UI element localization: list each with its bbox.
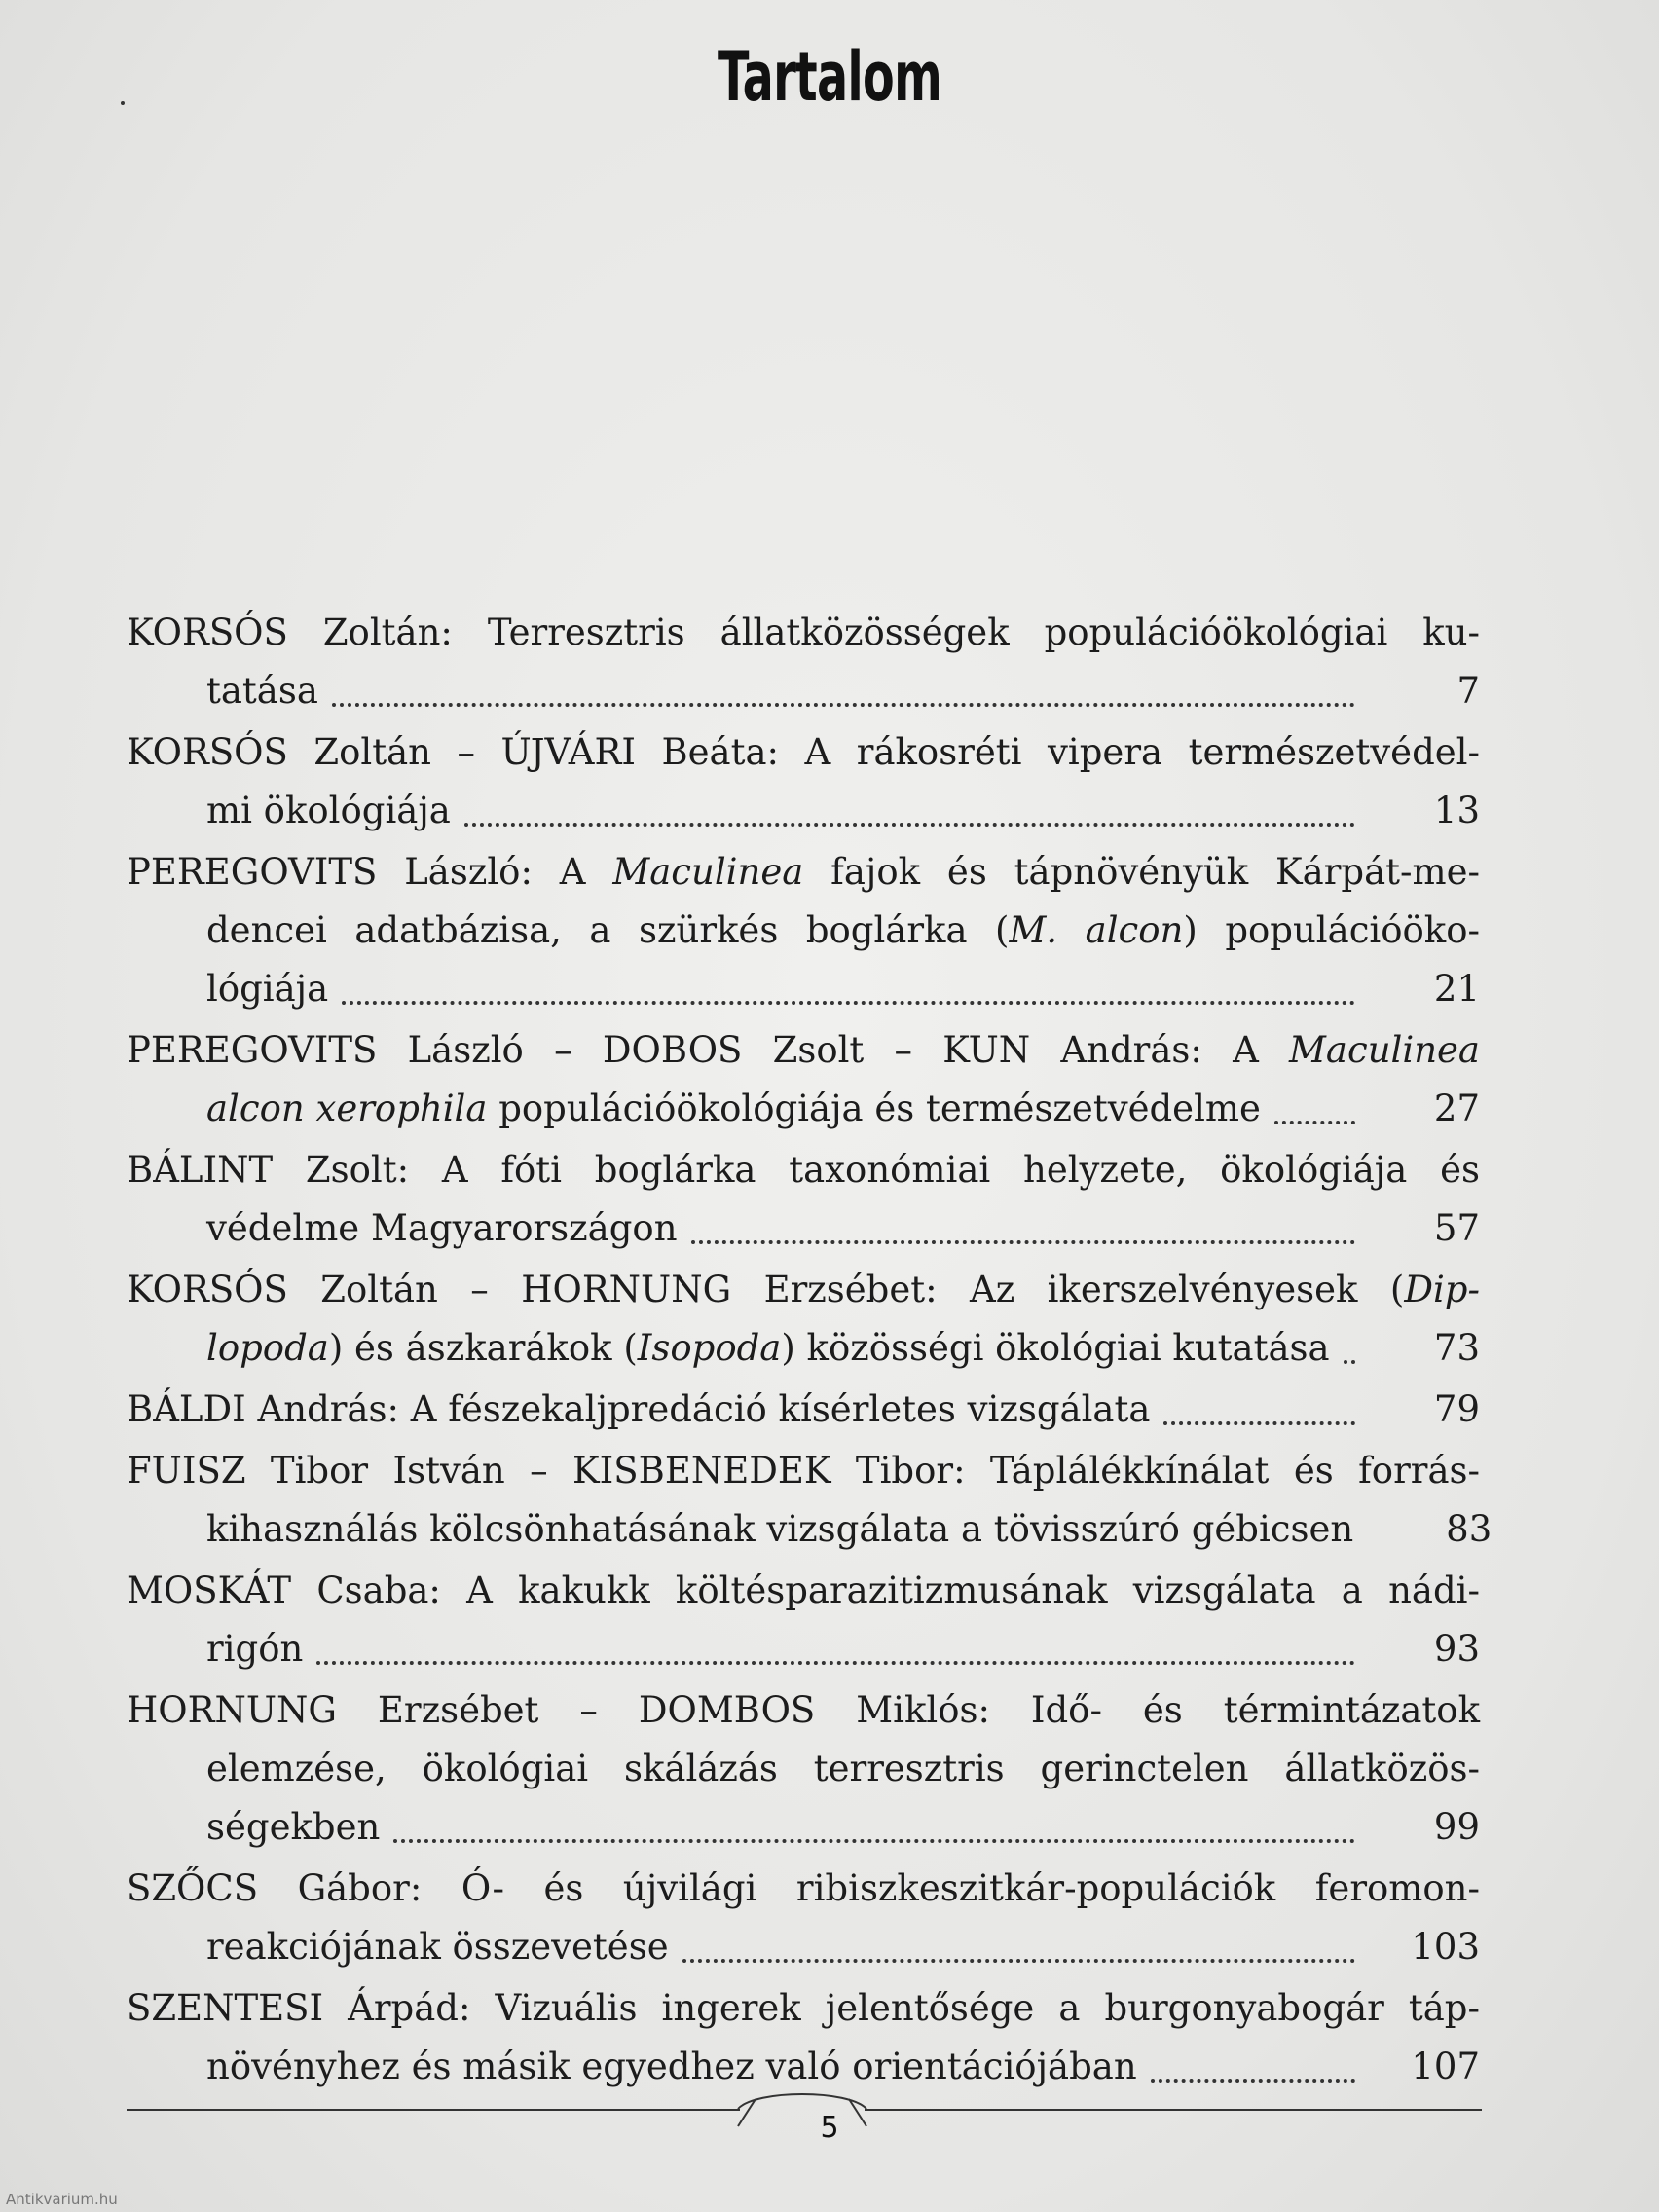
text-segment: PEREGOVITS László – DOBOS Zsolt – KUN András: A [127, 1029, 1290, 1071]
leader-dots [682, 1959, 1355, 1963]
leader-dots [1344, 1360, 1355, 1364]
text-segment: BÁLINT Zsolt: A fóti boglárka taxonómiai helyzete, ökológiája és [127, 1149, 1480, 1191]
toc-entry-line [127, 1021, 1480, 1080]
toc-page-number: 93 [1433, 1628, 1480, 1670]
toc-page-number: 83 [1446, 1508, 1493, 1550]
toc-entry [127, 1021, 1480, 1138]
toc-page-number: 79 [1433, 1388, 1480, 1430]
toc-entry [127, 1681, 1480, 1857]
toc-entry-text [127, 1562, 1480, 1620]
toc-entry [127, 843, 1480, 1018]
toc-entry-text [127, 1979, 1480, 2038]
text-segment: KORSÓS Zoltán – ÚJVÁRI Beáta: A rákosréti vipera természetvédel- [127, 731, 1480, 773]
text-segment: MOSKÁT Csaba: A kakukk költésparazitizmusának vizsgálata a nádi- [127, 1569, 1480, 1611]
leader-dots [1163, 1421, 1355, 1425]
toc-entry-text [127, 1261, 1480, 1319]
toc-entry-line [127, 604, 1480, 662]
toc-entry-line [127, 1860, 1480, 1918]
italic-taxon: M. alcon [1009, 909, 1184, 951]
text-segment: kihasználás kölcsönhatásának vizsgálata a tövisszúró gébicsen [206, 1508, 1354, 1550]
toc-entry [127, 604, 1480, 720]
toc-entry-line [127, 1918, 1480, 1976]
text-segment: BÁLDI András: A fészekaljpredáció kísérletes vizsgálata [127, 1388, 1151, 1430]
text-segment: KORSÓS Zoltán – HORNUNG Erzsébet: Az ikerszelvényesek ( [127, 1269, 1405, 1310]
toc-entry [127, 1381, 1480, 1439]
toc-entry [127, 1979, 1480, 2096]
toc-entry-line [127, 1740, 1480, 1798]
toc-entry-line [127, 782, 1480, 840]
toc-entry-line [127, 1080, 1480, 1138]
text-segment: elemzése, ökológiai skálázás terresztris gerinctelen állatközös- [206, 1748, 1480, 1789]
toc-entry-line [127, 1798, 1480, 1857]
toc-page-number: 27 [1433, 1088, 1480, 1129]
toc-entry-text [127, 1860, 1480, 1918]
toc-entry-line [127, 2038, 1480, 2096]
leader-dots [316, 1661, 1355, 1665]
toc-entry-line [127, 1141, 1480, 1199]
toc-entry-text [206, 1080, 1261, 1138]
italic-taxon: Isopoda [637, 1327, 782, 1369]
leader-dots [1274, 1121, 1355, 1124]
toc-entry-text [206, 1620, 303, 1678]
watermark-text: Antikvarium.hu [6, 2191, 118, 2208]
toc-entry [127, 1261, 1480, 1378]
toc-entry-line [127, 960, 1480, 1018]
toc-entry-line [127, 1500, 1493, 1559]
italic-taxon: alcon xerophila [206, 1088, 488, 1129]
toc-page-number: 21 [1433, 968, 1480, 1010]
toc-page-number: 73 [1433, 1327, 1480, 1369]
toc-entry-line [127, 1562, 1480, 1620]
toc-entry-line [127, 1199, 1480, 1258]
toc-page-number: 7 [1456, 670, 1480, 712]
page-title: Tartalom [718, 37, 941, 117]
toc-entry-line [127, 902, 1480, 960]
toc-entry-text [127, 843, 1480, 902]
margin-dot [121, 101, 125, 105]
text-segment: ) populációöko- [1183, 909, 1480, 951]
italic-taxon: Maculinea [1289, 1029, 1480, 1071]
toc-entry [127, 1442, 1493, 1559]
toc-entry-line [127, 1442, 1480, 1500]
toc-entry-line [127, 1681, 1480, 1740]
text-segment: reakciójának összevetése [206, 1926, 669, 1968]
toc-entry-line [127, 843, 1480, 902]
toc-entry [127, 1562, 1480, 1678]
text-segment: ) közösségi ökológiai kutatása [781, 1327, 1330, 1369]
text-segment: védelme Magyarországon [206, 1207, 678, 1249]
toc-entry-line [127, 1620, 1480, 1678]
page-number: 5 [820, 2111, 839, 2145]
text-segment: dencei adatbázisa, a szürkés boglárka ( [206, 909, 1010, 951]
text-segment: fajok és tápnövényük Kárpát-me- [803, 851, 1480, 893]
toc-entry-line [127, 1381, 1480, 1439]
toc-entry-text [206, 1319, 1330, 1378]
italic-taxon: Maculinea [612, 851, 804, 893]
toc-page-number: 99 [1433, 1806, 1480, 1848]
text-segment: PEREGOVITS László: A [127, 851, 613, 893]
text-segment: SZENTESI Árpád: Vizuális ingerek jelentősége a burgonyabogár táp- [127, 1987, 1480, 2029]
toc-entry-line [127, 1979, 1480, 2038]
toc-page-number: 107 [1411, 2046, 1480, 2087]
toc-entry-text [127, 1021, 1480, 1080]
toc-entry-text [206, 2038, 1137, 2096]
text-segment: ) és ászkarákok ( [328, 1327, 638, 1369]
table-of-contents [127, 604, 1493, 2099]
toc-page-number: 103 [1411, 1926, 1480, 1968]
leader-dots [332, 703, 1355, 707]
toc-entry-text [206, 902, 1480, 960]
toc-entry-text [206, 960, 328, 1018]
text-segment: HORNUNG Erzsébet – DOMBOS Miklós: Idő- és términtázatok [127, 1689, 1480, 1731]
toc-entry-text [127, 1442, 1480, 1500]
text-segment: rigón [206, 1628, 304, 1670]
italic-taxon: lopoda [206, 1327, 329, 1369]
toc-entry [127, 1860, 1480, 1976]
toc-entry-text [206, 1199, 678, 1258]
toc-entry-text [127, 1681, 1480, 1740]
text-segment: növényhez és másik egyedhez való orientációjában [206, 2046, 1137, 2087]
toc-entry-text [206, 1918, 669, 1976]
italic-taxon: Dip- [1404, 1269, 1480, 1310]
text-segment: KORSÓS Zoltán: Terresztris állatközösségek populációökológiai ku- [127, 611, 1480, 653]
toc-entry-text [206, 1740, 1480, 1798]
text-segment: SZŐCS Gábor: Ó- és újvilági ribiszkeszitkár-populációk feromon- [127, 1867, 1480, 1909]
leader-dots [393, 1839, 1355, 1843]
toc-entry-text [127, 604, 1480, 662]
toc-entry-text [127, 723, 1480, 782]
toc-entry-line [127, 1319, 1480, 1378]
toc-entry-line [127, 723, 1480, 782]
text-segment: populációökológiája és természetvédelme [487, 1088, 1261, 1129]
toc-entry-text [127, 1141, 1480, 1199]
toc-entry-line [127, 662, 1480, 720]
toc-entry-text [206, 782, 451, 840]
toc-page-number: 13 [1433, 790, 1480, 831]
leader-dots [691, 1240, 1355, 1244]
toc-entry [127, 1141, 1480, 1258]
text-segment: FUISZ Tibor István – KISBENEDEK Tibor: Táplálékkínálat és forrás- [127, 1450, 1480, 1492]
leader-dots [342, 1001, 1355, 1005]
text-segment: tatása [206, 670, 318, 712]
toc-entry-text [206, 662, 318, 720]
toc-entry [127, 723, 1480, 840]
toc-entry-text [127, 1381, 1150, 1439]
leader-dots [464, 823, 1355, 827]
text-segment: lógiája [206, 968, 329, 1010]
toc-page-number: 57 [1433, 1207, 1480, 1249]
toc-entry-text [206, 1798, 380, 1857]
leader-dots [1151, 2079, 1355, 2083]
text-segment: mi ökológiája [206, 790, 451, 831]
toc-entry-line [127, 1261, 1480, 1319]
toc-entry-text [206, 1500, 1353, 1559]
text-segment: ségekben [206, 1806, 381, 1848]
